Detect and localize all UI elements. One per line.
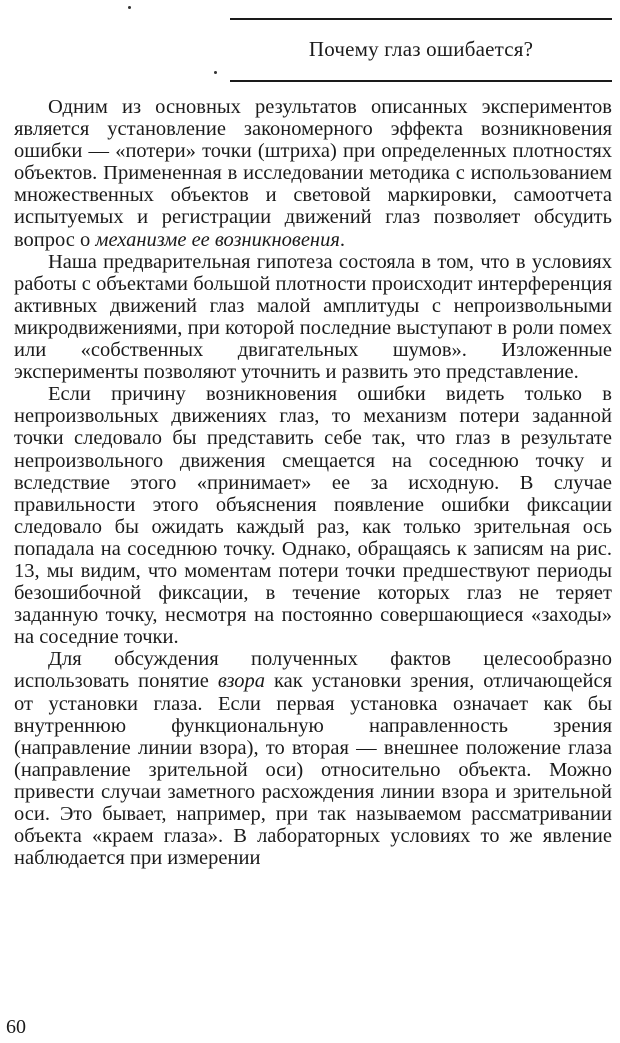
paragraph-3: [14, 383, 612, 648]
body-text: [14, 96, 612, 869]
paragraph-1: [14, 96, 612, 251]
header-rule-bottom: [230, 80, 612, 82]
paragraph-1-text: Одним из основных результатов описанных экспериментов является установление закономерного эффекта возникновения ошибки — «потери» точки (штриха) при определенных плотностях объектов. Примененная в исследовании методика с использованием множественных объектов и световой маркировки, самоотчета испытуемых и регистрации движений глаз позволяет обсудить вопрос о: [14, 96, 612, 251]
paragraph-2-text: Наша предварительная гипотеза состояла в том, что в условиях работы с объектами большой плотности происходит интерференция активных движений глаз малой амплитуды с непроизвольными микродвижениями, при которой последние выступают в роли помех или «собственных двигательных шумов». Изложенные эксперименты позволяют уточнить и развить это представление.: [14, 250, 612, 384]
paragraph-3-text: Если причину возникновения ошибки видеть только в непроизвольных движениях глаз, то механизм потери заданной точки следовало бы представить себе так, что глаз в результате непроизвольного движения смещается на соседнюю точку и вследствие этого «принимает» ее за исходную. В случае правильности этого объяснения появление ошибки фиксации следовало бы ожидать каждый раз, как только зрительная ось попадала на соседнюю точку. Однако, обращаясь к записям на рис. 13, мы видим, что моментам потери точки предшествуют периоды безошибочной фиксации, в течение которых глаз не теряет заданную точку, несмотря на постоянно совершающиеся «заходы» на соседние точки.: [14, 383, 612, 649]
paragraph-1-tail: .: [339, 228, 346, 251]
header-rule-top: [230, 18, 612, 20]
paragraph-4-italic: взора: [217, 670, 265, 693]
scan-speck: [214, 71, 217, 74]
paragraph-1-italic: механизме ее возникновения: [95, 228, 340, 251]
paragraph-4-text: Для обсуждения полученных фактов целесообразно использовать понятие: [14, 648, 612, 693]
paragraph-4: [14, 648, 612, 869]
page-number: 60: [6, 1016, 26, 1038]
paragraph-4-tail: как установки зрения, отличающейся от установки глаза. Если первая установка означает как бы внутреннюю функциональную направленность зрения (направление линии взора), то вторая — внешнее положение глаза (направление зрительной оси) относительно объекта. Можно привести случаи заметного расхождения линии взора и зрительной оси. Это бывает, например, при так называемом рассматривании объекта «краем глаза». В лабораторных условиях то же явление наблюдается при измерении: [14, 670, 613, 870]
running-title: Почему глаз ошибается?: [308, 37, 534, 61]
paragraph-2: [14, 251, 612, 384]
scan-speck: [128, 6, 131, 9]
